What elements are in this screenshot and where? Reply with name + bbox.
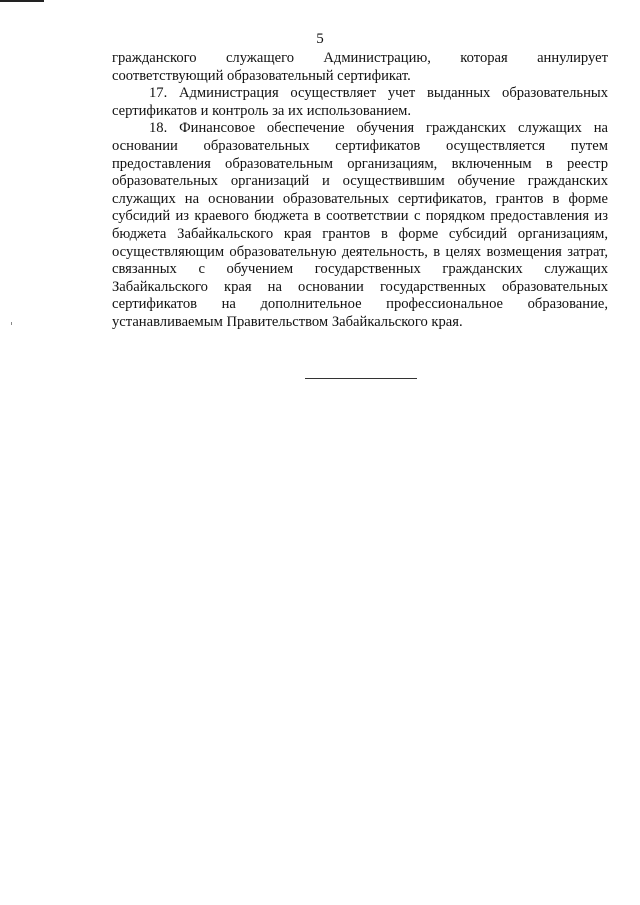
scan-corner-mark <box>0 0 44 2</box>
closing-divider <box>305 378 417 379</box>
paragraph-17: 17. Администрация осуществляет учет выданных образовательных сертификатов и контроль за их использованием. <box>112 85 608 119</box>
scan-margin-tick <box>11 322 12 325</box>
document-body <box>112 50 608 332</box>
paragraph-continuation: гражданского служащего Администрацию, которая аннулирует соответствующий образовательный сертификат. <box>112 50 608 84</box>
page-number: 5 <box>316 31 324 47</box>
paragraph-18: 18. Финансовое обеспечение обучения гражданских служащих на основании образовательных сертификатов осуществляется путем предоставления образовательным организациям, включенным в реестр образовательных организаций и осуществившим обучение гражданских служащих на основании образовательных сертификатов, грантов в форме субсидий из краевого бюджета в соответствии с порядком предоставления из бюджета Забайкальского края грантов в форме субсидий организациям, осуществляющим образовательную деятельность, в целях возмещения затрат, связанных с обучением государственных гражданских служащих Забайкальского края на основании государственных образовательных сертификатов на дополнительное профессиональное образование, устанавливаемым Правительством Забайкальского края. <box>112 120 608 330</box>
